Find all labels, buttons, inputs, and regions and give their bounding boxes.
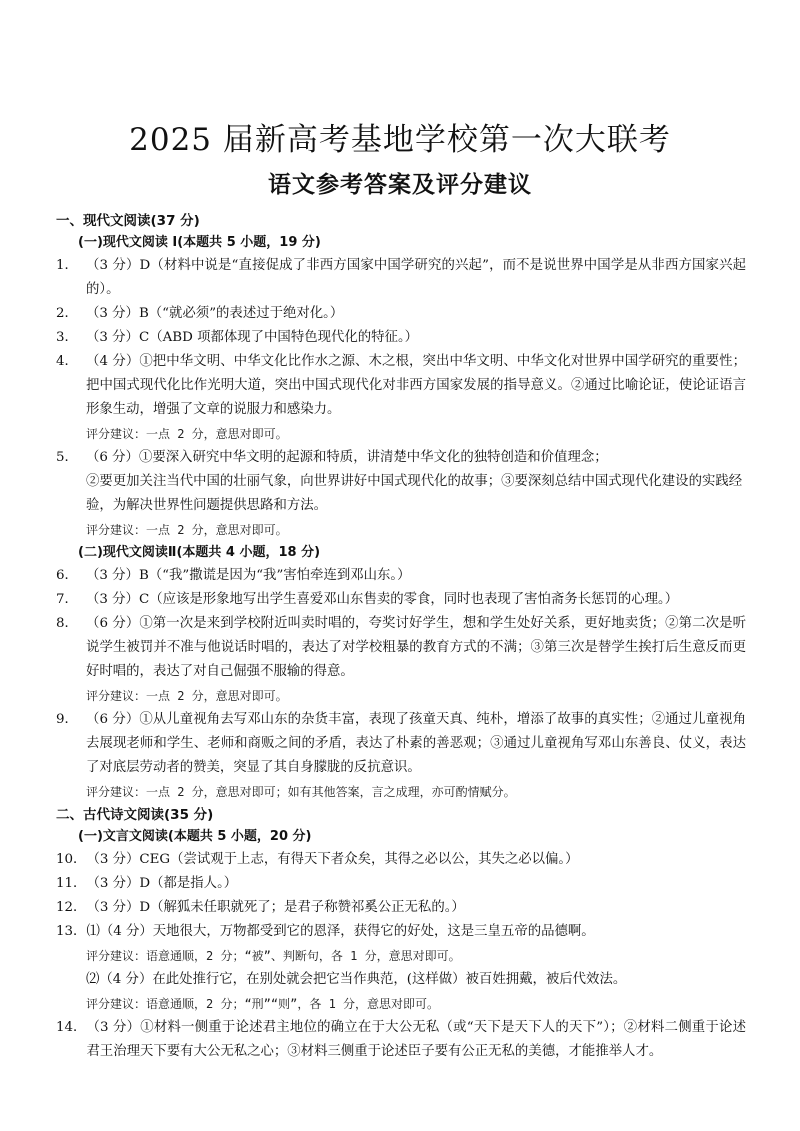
answer-text: （3 分）C（ABD 项都体现了中国特色现代化的特征。） xyxy=(86,330,419,345)
question-number: 7． xyxy=(56,592,78,607)
answer-text: （3 分）B（“我”撒谎是因为“我”害怕牵连到邓山东。） xyxy=(86,568,411,583)
answer-text: （3 分）D（解狐未任职就死了；是君子称赞祁奚公正无私的。） xyxy=(86,900,465,915)
answer-item xyxy=(56,326,746,350)
answer-text: ⑴（4 分）天地很大，万物都受到它的恩泽，获得它的好处，这是三皇五帝的品德啊。 xyxy=(86,924,595,939)
scoring-note: 评分建议：一点 2 分，意思对即可。 xyxy=(86,427,288,441)
answer-item xyxy=(56,872,746,896)
answer-item xyxy=(56,446,746,470)
scoring-note: 评分建议：语意通顺，2 分；“刑”“则”，各 1 分，意思对即可。 xyxy=(86,997,440,1011)
page-subtitle: 语文参考答案及评分建议 xyxy=(268,172,532,198)
section-heading: 一、现代文阅读(37 分) xyxy=(56,213,200,229)
question-number: 2． xyxy=(56,306,78,321)
question-number: 8． xyxy=(56,616,78,631)
subsection-heading: (一)文言文阅读(本题共 5 小题，20 分) xyxy=(78,829,312,844)
answer-text: （3 分）D（材料中说是“直接促成了非西方国家中国学研究的兴起”，而不是说世界中国学是从非西方国家兴起的）。 xyxy=(86,258,746,297)
question-number: 9． xyxy=(56,712,78,727)
subsection-heading: (一)现代文阅读 I(本题共 5 小题，19 分) xyxy=(78,235,321,250)
question-number: 6． xyxy=(56,568,78,583)
answer-item xyxy=(56,1016,746,1064)
question-number: 11． xyxy=(56,876,87,891)
answer-subpart: ⑵（4 分）在此处推行它，在别处就会把它当作典范，(这样做）被百姓拥戴，被后代效法。 xyxy=(86,972,627,987)
scoring-note: 评分建议：一点 2 分，意思对即可；如有其他答案，言之成理，亦可酌情赋分。 xyxy=(86,785,516,799)
subsection-heading: (二)现代文阅读Ⅱ(本题共 4 小题，18 分) xyxy=(78,545,321,560)
scoring-note: 评分建议：一点 2 分，意思对即可。 xyxy=(86,523,288,537)
answer-item xyxy=(56,896,746,920)
answer-text: （6 分）①第一次是来到学校附近叫卖时唱的，夸奖讨好学生，想和学生处好关系，更好地卖货；②第二次是听说学生被罚并不准与他说话时唱的，表达了对学校粗暴的教育方式的不满；③第三次是替学生挨打后生意反而更好时唱的，表达了对自己倔强不服输的得意。 xyxy=(86,616,746,679)
answer-item xyxy=(56,302,746,326)
scoring-note: 评分建议：一点 2 分，意思对即可。 xyxy=(86,689,288,703)
answer-continuation: ②要更加关注当代中国的壮丽气象，向世界讲好中国式现代化的故事；③要深刻总结中国式现代化建设的实践经验，为解决世界性问题提供思路和方法。 xyxy=(86,474,743,513)
answer-item xyxy=(56,588,746,612)
page-title: 2025 届新高考基地学校第一次大联考 xyxy=(129,122,671,158)
answer-item xyxy=(56,848,746,872)
answer-text: （3 分）CEG（尝试观于上志，有得天下者众矣，其得之必以公，其失之必以偏。） xyxy=(86,852,579,867)
question-number: 13． xyxy=(56,924,87,939)
answer-text: （6 分）①从儿童视角去写邓山东的杂货丰富，表现了孩童天真、纯朴，增添了故事的真实性；②通过儿童视角去展现老师和学生、老师和商贩之间的矛盾，表达了朴素的善恶观；③通过儿童视角写邓山东善良、仗义，表达了对底层劳动者的赞美，突显了其自身朦胧的反抗意识。 xyxy=(86,712,746,775)
answer-content xyxy=(56,210,746,1064)
answer-item xyxy=(56,920,746,944)
question-number: 5． xyxy=(56,450,78,465)
answer-text: （3 分）B（“就必须”的表述过于绝对化。） xyxy=(86,306,344,321)
question-number: 4． xyxy=(56,354,78,369)
scoring-note: 评分建议：语意通顺，2 分；“被”、判断句，各 1 分，意思对即可。 xyxy=(86,949,461,963)
question-number: 3． xyxy=(56,330,78,345)
answer-item xyxy=(56,708,746,780)
answer-item xyxy=(56,612,746,684)
answer-text: （4 分）①把中华文明、中华文化比作水之源、木之根，突出中华文明、中华文化对世界中国学研究的重要性；把中国式现代化比作光明大道，突出中国式现代化对非西方国家发展的指导意义。②通过比喻论证，使论证语言形象生动，增强了文章的说服力和感染力。 xyxy=(86,354,746,417)
section-heading: 二、古代诗文阅读(35 分) xyxy=(56,807,214,823)
question-number: 10． xyxy=(56,852,87,867)
answer-item xyxy=(56,564,746,588)
answer-text: （3 分）C（应该是形象地写出学生喜爱邓山东售卖的零食，同时也表现了害怕斋务长惩罚的心理。） xyxy=(86,592,679,607)
answer-text: （3 分）D（都是指人。） xyxy=(86,876,238,891)
answer-text: （6 分）①要深入研究中华文明的起源和特质，讲清楚中华文化的独特创造和价值理念； xyxy=(86,450,608,465)
answer-item xyxy=(56,350,746,422)
question-number: 1． xyxy=(56,258,78,273)
question-number: 12． xyxy=(56,900,87,915)
question-number: 14． xyxy=(56,1020,87,1035)
answer-text: （3 分）①材料一侧重于论述君主地位的确立在于大公无私（或“天下是天下人的天下”）；②材料二侧重于论述君王治理天下要有大公无私之心；③材料三侧重于论述臣子要有公正无私的美德，才能推举人才。 xyxy=(86,1020,746,1059)
answer-item xyxy=(56,254,746,302)
